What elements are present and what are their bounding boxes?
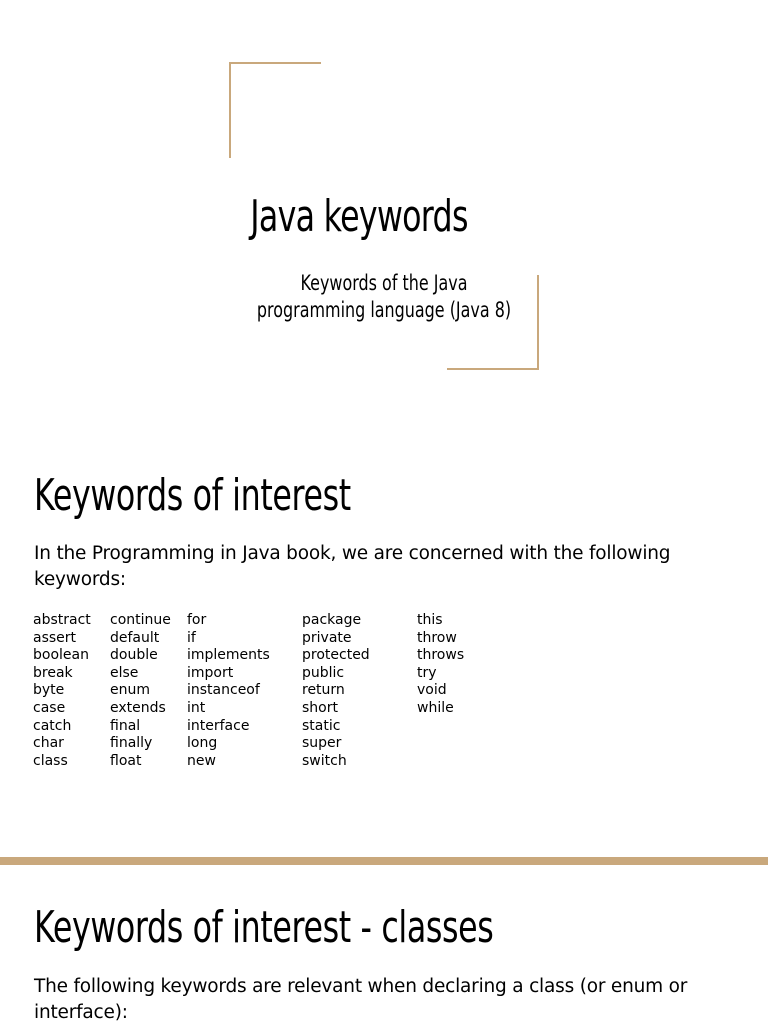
keyword-item: throws bbox=[417, 647, 465, 664]
keyword-item: private bbox=[302, 629, 352, 646]
title-slide bbox=[0, 0, 768, 430]
keyword-item: char bbox=[33, 735, 64, 752]
keyword-item: for bbox=[187, 612, 207, 628]
keyword-item: boolean bbox=[33, 647, 89, 664]
keyword-item: float bbox=[110, 752, 142, 769]
keyword-item: extends bbox=[110, 699, 166, 716]
corner-decoration-bottom-right bbox=[447, 275, 539, 370]
keyword-column bbox=[417, 612, 464, 718]
keyword-item: abstract bbox=[33, 612, 91, 628]
corner-decoration-top-left bbox=[229, 62, 321, 158]
keyword-item: switch bbox=[302, 752, 347, 769]
keyword-item: else bbox=[110, 664, 139, 681]
keyword-item: return bbox=[302, 682, 345, 699]
keyword-item: throw bbox=[417, 629, 457, 646]
keyword-item: protected bbox=[302, 647, 370, 664]
slide-divider bbox=[0, 857, 768, 865]
keyword-item: this bbox=[417, 612, 443, 628]
classes-slide bbox=[0, 865, 768, 1024]
keyword-item: public bbox=[302, 664, 345, 681]
keyword-item: double bbox=[110, 647, 158, 664]
keyword-column bbox=[302, 612, 370, 770]
keyword-item: super bbox=[302, 735, 342, 752]
keyword-item: import bbox=[187, 664, 234, 681]
keyword-item: byte bbox=[33, 682, 65, 699]
keyword-item: interface bbox=[187, 717, 250, 734]
classes-intro: The following keywords are relevant when declaring a class (or enum or interface): bbox=[34, 976, 688, 1023]
keyword-item: instanceof bbox=[187, 682, 260, 699]
keyword-item: long bbox=[187, 735, 218, 752]
keyword-item: continue bbox=[110, 612, 171, 628]
keyword-item: while bbox=[417, 699, 454, 716]
keyword-item: enum bbox=[110, 682, 150, 699]
keyword-column bbox=[110, 612, 171, 770]
keywords-heading: Keywords of interest bbox=[34, 470, 351, 521]
keyword-item: if bbox=[187, 629, 196, 646]
keyword-item: catch bbox=[33, 717, 72, 734]
keyword-item: try bbox=[417, 664, 437, 681]
keyword-item: assert bbox=[33, 629, 77, 646]
keyword-item: class bbox=[33, 752, 68, 769]
slide-subtitle: Keywords of the Java programming language (Java 8) bbox=[256, 271, 512, 322]
keyword-item: short bbox=[302, 699, 338, 716]
keyword-item: case bbox=[33, 699, 66, 716]
keywords-intro: In the Programming in Java book, we are concerned with the following keywords: bbox=[34, 543, 671, 590]
keyword-item: default bbox=[110, 629, 160, 646]
keyword-item: new bbox=[187, 752, 216, 769]
keyword-column bbox=[187, 612, 270, 770]
keyword-item: final bbox=[110, 717, 141, 734]
keyword-item: void bbox=[417, 682, 447, 699]
keyword-item: implements bbox=[187, 647, 270, 664]
keyword-item: int bbox=[187, 699, 206, 716]
keyword-item: finally bbox=[110, 735, 153, 752]
keyword-column bbox=[33, 612, 91, 770]
keyword-item: package bbox=[302, 612, 362, 628]
keyword-item: static bbox=[302, 717, 341, 734]
keyword-item: break bbox=[33, 664, 73, 681]
slide-title: Java keywords bbox=[250, 191, 468, 242]
keywords-slide bbox=[0, 430, 768, 857]
classes-heading: Keywords of interest - classes bbox=[34, 902, 494, 953]
